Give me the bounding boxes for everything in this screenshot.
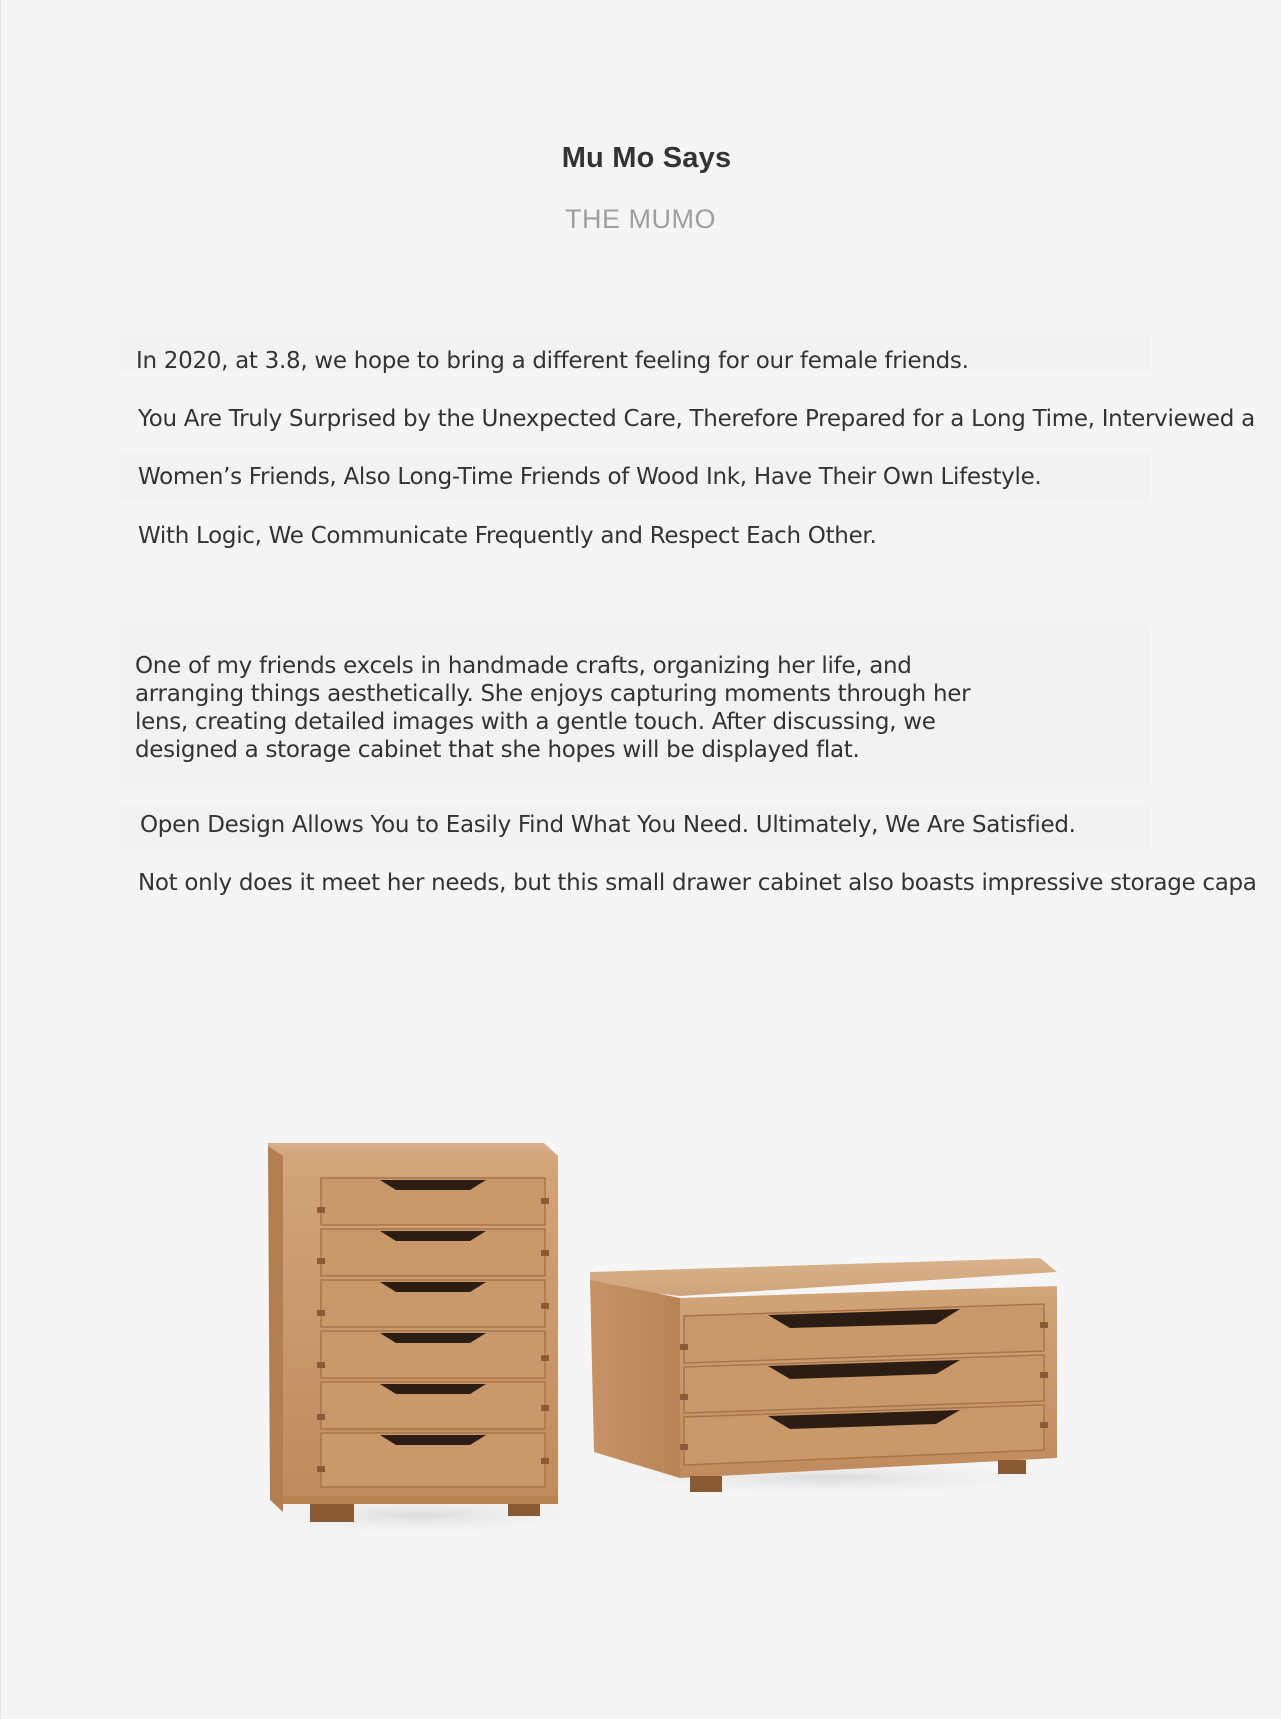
intro-line: With Logic, We Communicate Frequently and Respect Each Other. [138, 523, 877, 549]
intro-line: Women’s Friends, Also Long-Time Friends of Wood Ink, Have Their Own Lifestyle. [138, 464, 1042, 490]
story-line: Open Design Allows You to Easily Find What You Need. Ultimately, We Are Satisfied. [140, 812, 1076, 838]
brand-title: Mu Mo Says [561, 142, 732, 174]
story-paragraph: One of my friends excels in handmade crafts, organizing her life, and arranging things aesthetically. She enjoys capturing moments through her lens, creating detailed images with a gentle touch. After discussing, we designed a storage cabinet that she hopes will be displayed flat. [135, 653, 971, 763]
tall-cabinet [268, 1143, 558, 1522]
brand-subtitle: THE MUMO [565, 204, 716, 234]
story-line: Not only does it meet her needs, but this small drawer cabinet also boasts impressive storage capa [138, 870, 1257, 896]
wide-cabinet [590, 1258, 1057, 1492]
intro-line: You Are Truly Surprised by the Unexpected Care, Therefore Prepared for a Long Time, Interviewed a [138, 406, 1255, 432]
intro-line: In 2020, at 3.8, we hope to bring a different feeling for our female friends. [136, 348, 969, 374]
